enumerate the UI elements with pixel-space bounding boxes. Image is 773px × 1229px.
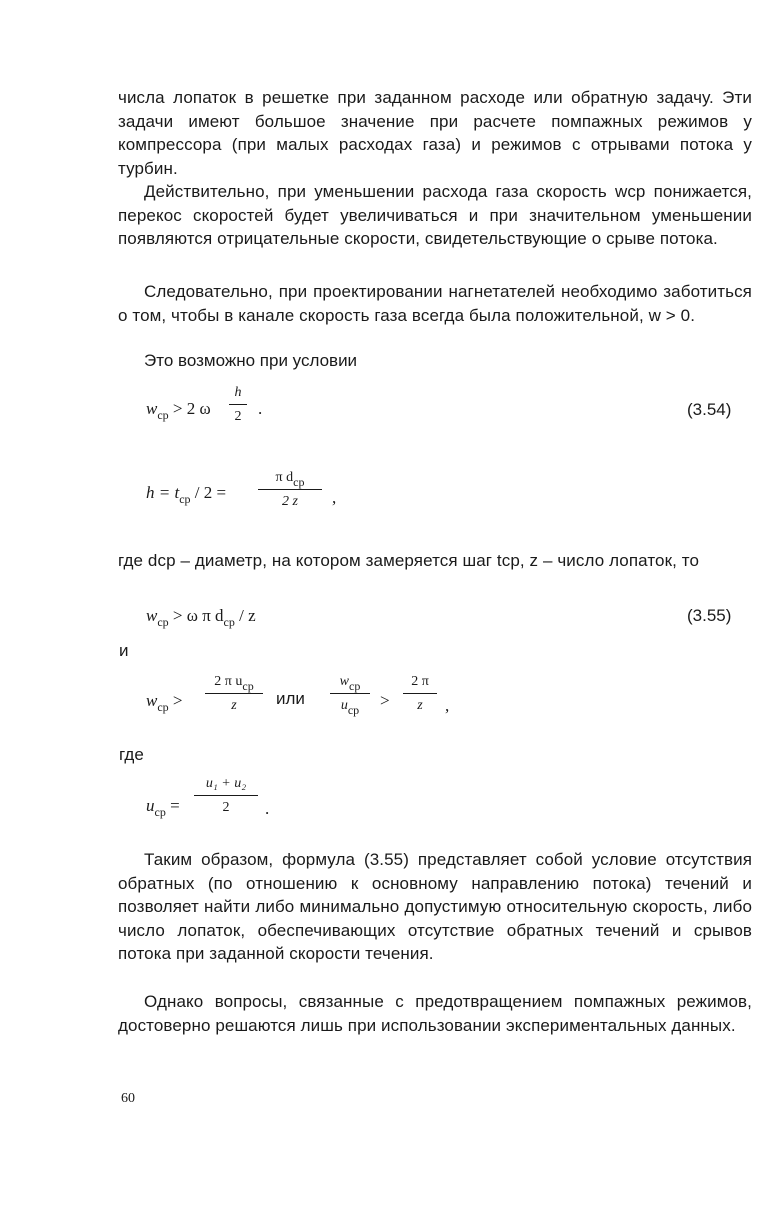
eq354-tail: . — [258, 399, 263, 418]
eqh-tail: , — [332, 488, 337, 507]
paragraph-3-text: Следовательно, при проектировании нагнетателей необходимо заботиться о том, чтобы в канале скорость газа всегда была положительной, w > 0. — [118, 282, 752, 325]
eqineq-fraction-2: wср uср — [330, 674, 370, 714]
eqineq-fraction-3: 2 π z — [403, 674, 437, 714]
paragraph-5-text: где dср – диаметр, на котором замеряется шаг tср, z – число лопаток, то — [118, 551, 700, 570]
paragraph-9-text: Однако вопросы, связанные с предотвращением помпажных режимов, достоверно решаются лишь при использовании экспериментальных данных. — [118, 992, 752, 1035]
eq354-fraction: h 2 — [229, 385, 247, 425]
equ-tail: . — [265, 799, 270, 818]
paragraph-8 — [118, 848, 752, 966]
page-number: 60 — [121, 1091, 135, 1106]
eqineq-lhs: $w_{ср}$ > — [146, 691, 183, 714]
paragraph-2 — [118, 180, 752, 251]
eq355-expression: $w_{ср} > \omega$ π $d_{ср}$ / z — [146, 606, 256, 629]
paragraph-4: Это возможно при условии — [144, 351, 358, 370]
equ-lhs: $u_{ср}$ = — [146, 796, 180, 819]
eq354-lhs: $w_{ср} > 2$ ω — [146, 399, 211, 422]
equation-number-3-54: (3.54) — [687, 400, 732, 419]
eqh-fraction: π dср 2 z — [258, 470, 322, 510]
paragraph-1-text: числа лопаток в решетке при заданном расходе или обратную задачу. Эти задачи имеют большое значение при расчете помпажных режимов у компрессора (при малых расходах газа) и режимов с отрывами потока у турбин. — [118, 88, 752, 178]
paragraph-5 — [118, 549, 752, 573]
equ-fraction: u₁ + u₂ 2 — [194, 776, 258, 816]
eqineq-tail: , — [445, 696, 450, 715]
eqh-lhs: $h = t_{ср} / 2$ = — [146, 483, 227, 506]
paragraph-6: и — [119, 641, 129, 660]
eqineq-word: или — [276, 689, 305, 708]
paragraph-3 — [118, 280, 752, 327]
paragraph-9 — [118, 990, 752, 1037]
paragraph-7: где — [119, 745, 144, 764]
paragraph-8-text: Таким образом, формула (3.55) представляет собой условие отсутствия обратных (по отношению к основному направлению потока) течений и позволяет найти либо минимально допустимую относительную скорость, либо число лопаток, обеспечивающих отсутствие обратных течений и срывов потока при заданной скорости течения. — [118, 850, 752, 963]
paragraph-2-text: Действительно, при уменьшении расхода газа скорость wср понижается, перекос скоростей будет увеличиваться и при значительном уменьшении появляются отрицательные скорости, свидетельствующие о срыве потока. — [118, 182, 752, 248]
paragraph-1 — [118, 86, 752, 180]
equation-number-3-55: (3.55) — [687, 606, 732, 625]
eqineq-op2: > — [380, 691, 390, 710]
eqineq-fraction-1: 2 π uср z — [205, 674, 263, 714]
